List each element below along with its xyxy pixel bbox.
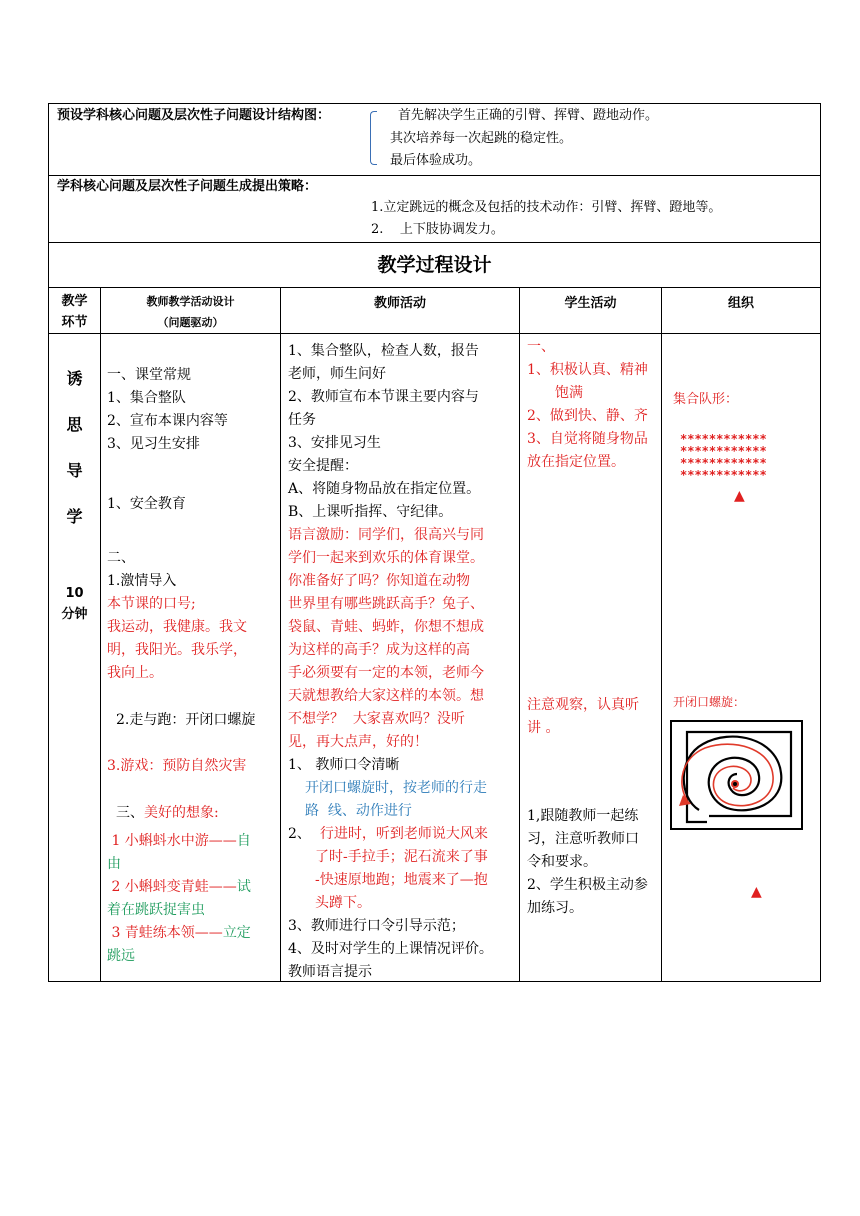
- student-activity-cell: 1,跟随教师一起练 习，注意听教师口 令和要求。 2、学生积极主动参 加练习。: [527, 808, 648, 916]
- strategy-item-1: 1.立定跳远的概念及包括的技术动作：引臂、挥臂、蹬地等。: [371, 200, 722, 215]
- structure-item-1: 首先解决学生正确的引臂、挥臂、蹬地动作。: [398, 108, 659, 123]
- activity-design-cell: 三、美好的想象:: [116, 805, 219, 821]
- teacher-activity-cell: 1、集合整队，检查人数，报告 老师，师生问好 2、教师宣布本节课主要内容与 任务 3、安排见习生 安全提醒： A、将随身物品放在指定位置。 B、上课听指挥、守纪律。 语言激励：同学们，很高兴与同 学们一起来到欢乐的体育课堂。 你准备好了吗？你知道在动物 世界里有哪些跳跃高手？兔子、 袋鼠、青蛙、蚂蚱，你想不想成 为这样的高手？成为这样的高 手必须要有一定的本领，老师今 天就想教给大家这样的本领。想 不想学？ 大家喜欢吗？没听 见，再大点声，好的！ 1、 教师口令清晰 开闭口螺旋时，按老师的行走 路 线、动作进行 2、 行进时，听到老师说大风来 了时-手拉手；泥石流来了事 -快速原地跑；地震来了—抱 头蹲下。 3、教师进行口令引导示范； 4、及时对学生的上课情况评价。 教师语言提示: [288, 343, 493, 980]
- header-student-activity: 学生活动: [564, 296, 617, 311]
- activity-design-cell: 1 小蝌蚪水中游——自 由 2 小蝌蚪变青蛙——试 着在跳跃捉害虫 3 青蛙练本领——立定 跳远: [107, 833, 251, 964]
- activity-design-cell: 二、 1.激情导入 本节课的口号; 我运动，我健康。我文 明，我阳光。我乐学， 我向上。: [107, 550, 247, 681]
- student-activity-cell: 一、 1、积极认真、精神 饱满 2、做到快、静、齐 3、自觉将随身物品 放在指定位置。: [527, 339, 648, 470]
- teacher-position-triangle-icon: ▲: [751, 884, 762, 900]
- column-rule: [661, 287, 662, 982]
- stage-name: 诱 思 导 学: [66, 369, 83, 526]
- activity-design-line: 1、安全教育: [107, 496, 186, 512]
- spiral-label: 开闭口螺旋：: [673, 695, 746, 709]
- table-rule: [48, 287, 821, 288]
- section-title: 教学过程设计: [377, 254, 492, 276]
- bracket-icon: [370, 111, 377, 165]
- core-problem-structure-label: 预设学科核心问题及层次性子问题设计结构图：: [57, 108, 331, 123]
- table-rule: [48, 333, 821, 334]
- activity-design-line: 3.游戏：预防自然灾害: [107, 758, 247, 774]
- strategy-item-2: 2. 上下肢协调发力。: [371, 222, 504, 237]
- header-teaching-stage: 教学 环节: [61, 294, 88, 330]
- table-rule: [48, 175, 821, 176]
- formation-label: 集合队形：: [673, 392, 739, 407]
- strategy-label: 学科核心问题及层次性子问题生成提出策略：: [57, 179, 318, 194]
- header-teacher-activity: 教师活动: [373, 296, 426, 311]
- table-border-left: [48, 103, 49, 982]
- teacher-position-triangle-icon: ▲: [734, 488, 745, 504]
- activity-design-line: 2.走与跑：开闭口螺旋: [116, 712, 256, 728]
- stage-duration: 10 分钟: [61, 586, 88, 622]
- column-rule: [280, 287, 281, 982]
- structure-item-3: 最后体验成功。: [390, 153, 482, 168]
- header-organization: 组织: [727, 296, 754, 311]
- student-activity-cell: 注意观察，认真听 讲 。: [527, 697, 639, 736]
- spiral-diagram-icon: [669, 718, 805, 833]
- table-border-top: [48, 103, 821, 104]
- structure-item-2: 其次培养每一次起跳的稳定性。: [390, 131, 573, 146]
- table-rule: [48, 242, 821, 243]
- header-activity-design: 教师教学活动设计 （问题驱动）: [146, 295, 235, 329]
- activity-design-cell: 一、课堂常规 1、集合整队 2、宣布本课内容等 3、见习生安排: [107, 367, 228, 452]
- formation-stars: ************ ************ ************ ************: [680, 432, 767, 482]
- column-rule: [519, 287, 520, 982]
- table-border-right: [820, 103, 821, 982]
